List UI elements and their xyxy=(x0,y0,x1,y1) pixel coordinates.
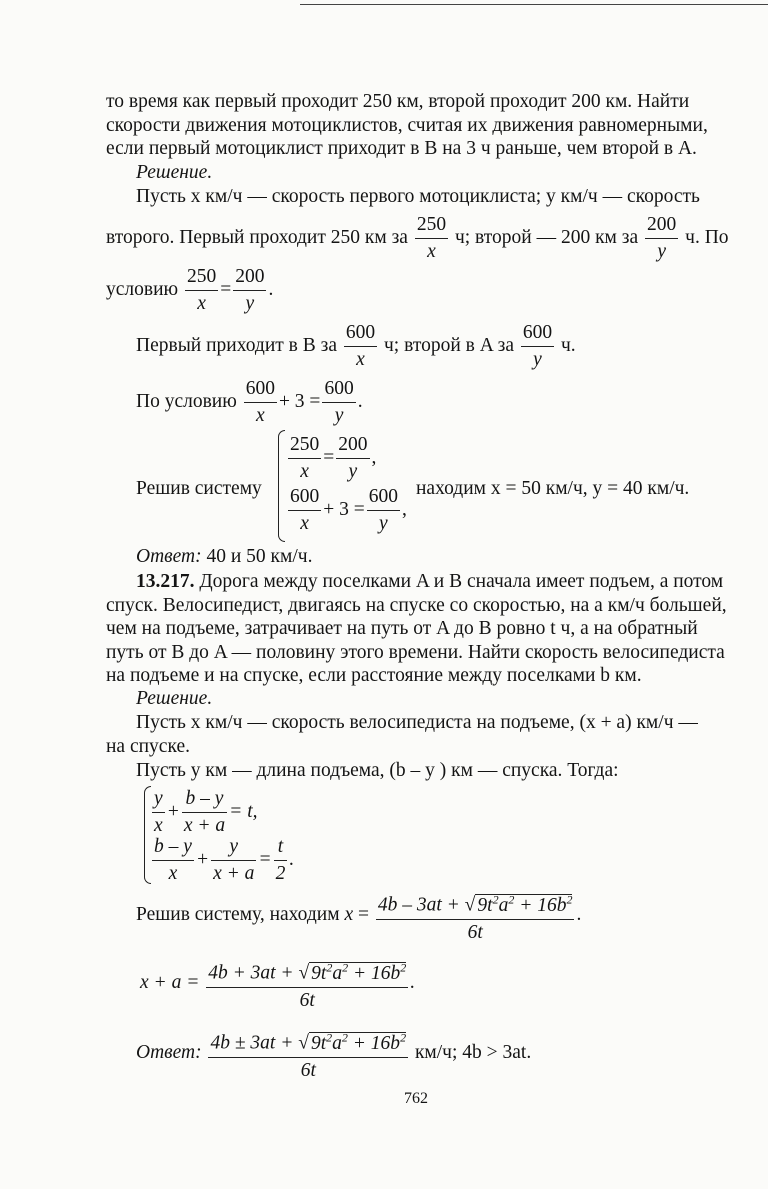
fraction-200-y: $\frac{200}{y}$ xyxy=(647,214,677,262)
system1-eq1: $\frac{250}{x}$ = $\frac{200}{y}$ , xyxy=(286,432,376,485)
problem2-line1-text: Дорога между поселками A и B сначала имеет подъем, а потом xyxy=(199,571,724,592)
p1b-post: ч. По xyxy=(685,226,729,248)
fraction-250-x: $\frac{250}{x}$ xyxy=(416,214,447,262)
condition-line: условию $\frac{250}{x}$ = $\frac{200}{y}$ . xyxy=(106,264,273,317)
fraction-250-x-2: $\frac{250}{x}$ xyxy=(186,266,217,314)
answer-value-1: 40 и 50 км/ч. xyxy=(206,546,313,567)
arrival-line xyxy=(136,320,576,373)
p1b-mid: ч; второй — 200 км за xyxy=(454,226,639,248)
system-brace-1 xyxy=(278,430,285,542)
answer-label-1: Ответ: xyxy=(136,546,202,567)
s2-y-x: $\frac{y}{x}$ xyxy=(154,788,163,836)
problem-2-text xyxy=(106,570,731,688)
formula-x-plus-a: x + a = $\frac{4b + 3at + √ 9t^2a^2 + 16b^2}{6t}$ . xyxy=(140,954,415,1014)
problem2-line-5: на подъеме и на спуске, если расстояние между поселками b км. xyxy=(106,665,642,686)
problem2-line-1 xyxy=(106,570,731,594)
solution2-result-x: Решив систему, находим x = $\frac{4b - 3at + √ 9t^2a^2 + 16b^2}{6t}$ . xyxy=(136,886,581,946)
answer-label-2: Ответ: xyxy=(136,1042,202,1064)
system1-eq2: $\frac{600}{x}$ + 3 = $\frac{600}{y}$ , xyxy=(286,484,407,537)
system2-eq1: $\frac{y}{x}$ + $\frac{b - y}{x + a}$ = t, xyxy=(150,786,257,839)
intro-line-2: скорости движения мотоциклистов, считая их движения равномерными, xyxy=(106,114,708,136)
formula-xa: $\frac{4b + 3at + √ 9t^2a^2 + 16b^2}{6t}$ xyxy=(206,954,408,1014)
solution1-p1a: Пусть x км/ч — скорость первого мотоциклиста; y км/ч — скорость xyxy=(136,186,700,207)
fraction-600-y: $\frac{600}{y}$ xyxy=(522,322,553,370)
fraction-600-x: $\frac{600}{x}$ xyxy=(345,322,376,370)
intro-line-1: то время как первый проходит 250 км, второй проходит 200 км. Найти xyxy=(106,91,690,112)
s1-200-y: $\frac{200}{y}$ xyxy=(338,434,368,482)
top-rule xyxy=(300,4,768,5)
solution2-p2: Пусть y км — длина подъема, (b – y ) км — спуска. Тогда: xyxy=(136,760,619,781)
system2-eq2: $\frac{b - y}{x}$ + $\frac{y}{x + a}$ = $\frac{t}{2}$ . xyxy=(150,834,294,887)
first-arrive-text: Первый приходит в B за xyxy=(136,334,337,356)
s2-by-x: $\frac{b - y}{x}$ xyxy=(154,836,192,884)
solution-heading-1: Решение. xyxy=(136,162,213,183)
formula-answer: $\frac{4b \pm 3at + √ 9t^2a^2 + 16b^2}{6t}$ xyxy=(208,1024,408,1084)
s2-by-xa: $\frac{b - y}{x + a}$ xyxy=(183,788,226,836)
intro-text xyxy=(106,90,731,161)
answer-2 xyxy=(136,1024,531,1084)
condition2-line: По условию $\frac{600}{x}$ + 3 = $\frac{600}{y}$ . xyxy=(136,376,363,429)
formula-x: $\frac{4b - 3at + √ 9t^2a^2 + 16b^2}{6t}$ xyxy=(376,886,575,946)
p1b-pre: второго. Первый проходит 250 км за xyxy=(106,226,408,248)
fraction-600-y-2: $\frac{600}{y}$ xyxy=(324,378,354,426)
answer-1 xyxy=(136,546,312,568)
fraction-200-y-2: $\frac{200}{y}$ xyxy=(235,266,265,314)
cond2-label: По условию xyxy=(136,390,237,412)
hours-text: ч. xyxy=(560,334,576,356)
problem-number: 13.217. xyxy=(136,571,195,592)
solution2-p1b: на спуске. xyxy=(106,736,190,757)
solve-label-2: Решив систему, находим xyxy=(136,904,340,926)
intro-line-3: если первый мотоциклист приходит в B на 3 ч раньше, чем второй в A. xyxy=(106,138,697,159)
s1-250-x: $\frac{250}{x}$ xyxy=(290,434,320,482)
s1-600-x: $\frac{600}{x}$ xyxy=(290,486,320,534)
problem2-line-3: чем на подъеме, затрачивает на путь от A до B ровно t ч, а на обратный xyxy=(106,618,698,639)
second-arrive-text: ч; второй в A за xyxy=(384,334,514,356)
page-number: 762 xyxy=(404,1090,428,1107)
found-text: находим x = 50 км/ч, y = 40 км/ч. xyxy=(416,478,690,499)
solution1-p1b xyxy=(106,212,729,265)
s1-600-y: $\frac{600}{y}$ xyxy=(368,486,398,534)
s2-y-xa: $\frac{y}{x + a}$ xyxy=(213,836,255,884)
s2-t-2: $\frac{t}{2}$ xyxy=(275,836,286,884)
solution2-p1a: Пусть x км/ч — скорость велосипедиста на подъеме, (x + a) км/ч — xyxy=(136,712,698,733)
answer-tail: км/ч; 4b > 3at. xyxy=(414,1042,532,1064)
solution-heading-2: Решение. xyxy=(136,688,213,709)
fraction-600-x-2: $\frac{600}{x}$ xyxy=(245,378,275,426)
problem2-line-2: спуск. Велосипедист, двигаясь на спуске со скоростью, на a км/ч большей, xyxy=(106,594,727,616)
cond-label: условию xyxy=(106,278,179,300)
solve-label-1: Решив систему xyxy=(136,478,262,499)
problem2-line-4: путь от B до A — половину этого времени. Найти скорость велосипедиста xyxy=(106,641,725,663)
